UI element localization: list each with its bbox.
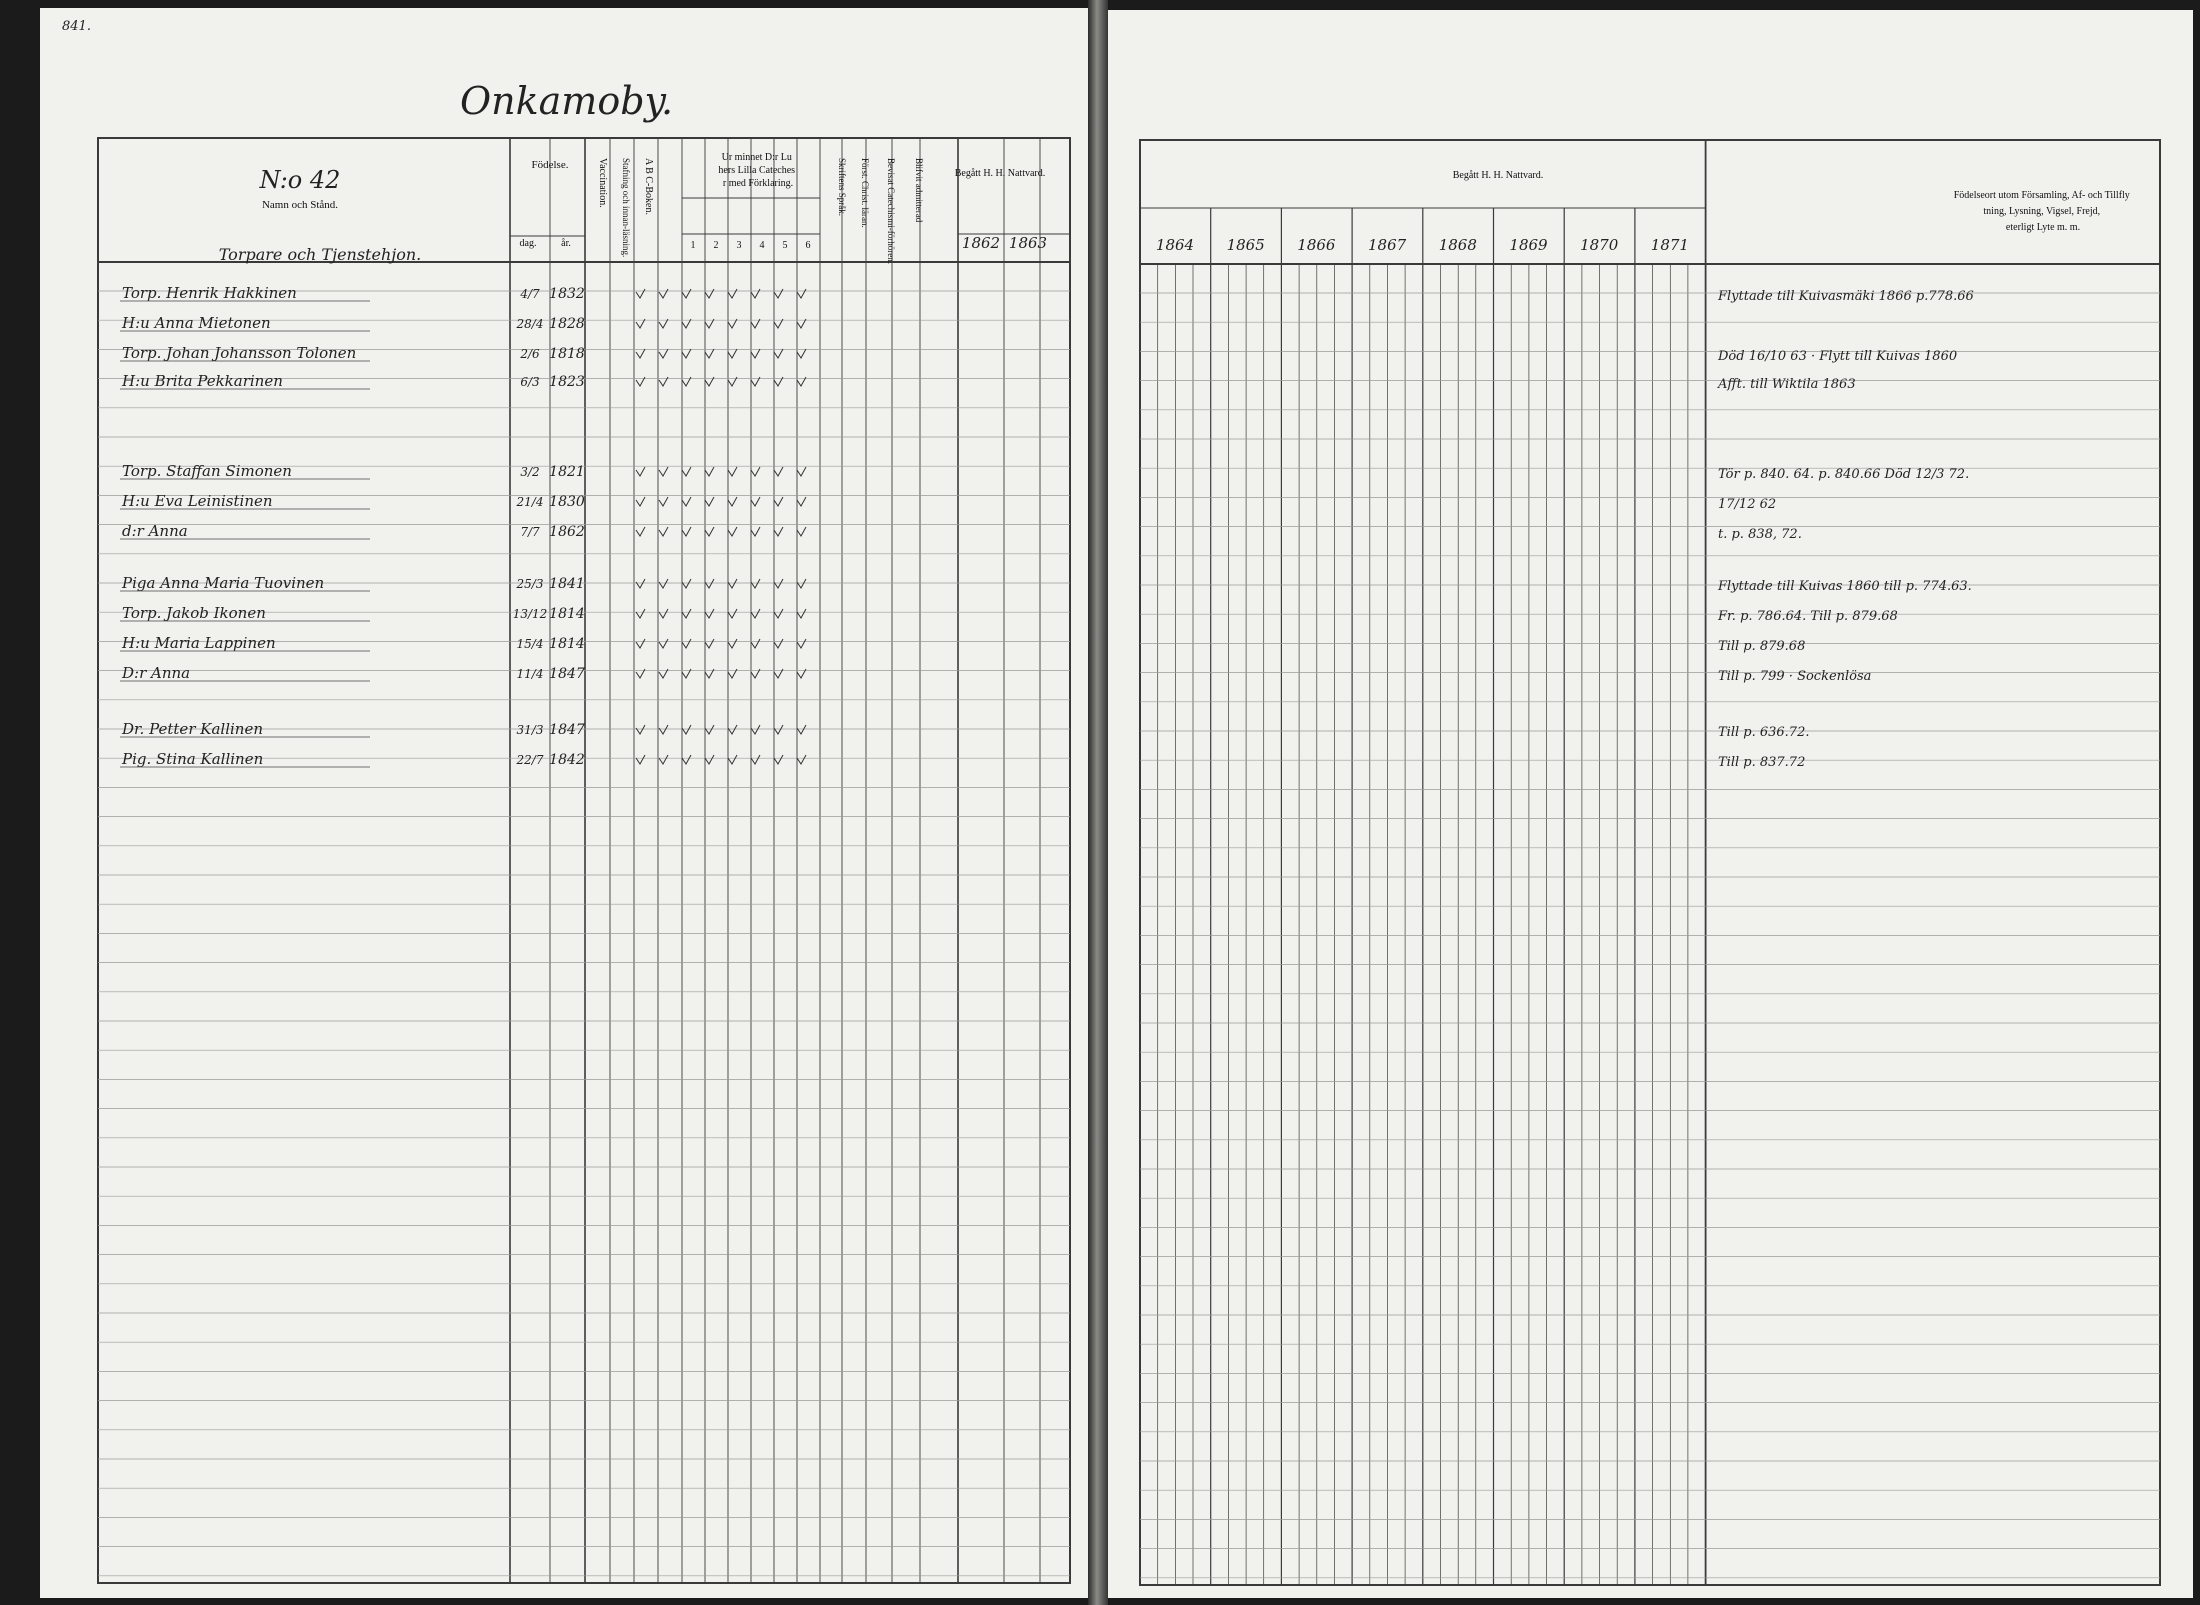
check-mark [682, 527, 691, 536]
remark-entry: Till p. 879.68 [1718, 639, 1806, 654]
check-mark [728, 579, 737, 588]
nattvard-year-right: 1864 [1155, 236, 1195, 254]
check-mark [659, 755, 668, 764]
check-mark [705, 755, 714, 764]
remark-entry: 17/12 62 [1718, 497, 1777, 512]
check-mark [797, 609, 806, 618]
check-mark [705, 497, 714, 506]
nattvard-year-right: 1869 [1509, 236, 1548, 254]
nattvard-year-right: 1865 [1226, 236, 1265, 254]
check-mark [728, 467, 737, 476]
check-mark [774, 349, 783, 358]
check-mark [797, 639, 806, 648]
member-name: H:u Eva Leinistinen [122, 492, 273, 510]
member-name: Piga Anna Maria Tuovinen [122, 574, 325, 592]
member-name: d:r Anna [122, 522, 188, 540]
catechism-col-number: 6 [805, 240, 811, 251]
nattvard-year-right: 1867 [1368, 236, 1407, 254]
check-mark [659, 289, 668, 298]
header-vaccination: Vaccination. [597, 158, 608, 208]
check-mark [659, 609, 668, 618]
birth-day: 6/3 [520, 375, 540, 389]
birth-year: 1823 [549, 374, 585, 390]
birth-day: 31/3 [516, 723, 544, 737]
check-mark [636, 289, 645, 298]
birth-year: 1814 [549, 606, 585, 622]
nattvard-year-right: 1871 [1650, 236, 1689, 254]
check-mark [636, 609, 645, 618]
member-name: Torp. Jakob Ikonen [122, 604, 266, 622]
birth-day: 4/7 [520, 287, 540, 301]
nattvard-year-left: 1862 [961, 234, 1001, 252]
check-mark [659, 639, 668, 648]
check-mark [705, 639, 714, 648]
check-mark [728, 527, 737, 536]
remark-entry: Flyttade till Kuivas 1860 till p. 774.63. [1718, 579, 1972, 594]
check-mark [728, 289, 737, 298]
birth-day: 15/4 [516, 637, 544, 651]
book-gutter [1088, 0, 1108, 1605]
check-mark [774, 289, 783, 298]
household-number: N:o 42 [259, 166, 341, 194]
member-name: H:u Anna Mietonen [122, 314, 271, 332]
check-mark [705, 725, 714, 734]
check-mark [751, 467, 760, 476]
check-mark [751, 349, 760, 358]
birth-day: 3/2 [520, 465, 540, 479]
check-mark [774, 579, 783, 588]
check-mark [797, 579, 806, 588]
birth-year: 1821 [549, 464, 585, 480]
remark-entry: Till p. 837.72 [1718, 755, 1806, 770]
header-day: dag. [519, 238, 537, 249]
check-mark [797, 467, 806, 476]
remark-entry: Till p. 799 · Sockenlösa [1718, 669, 1872, 684]
page-number: 841. [62, 19, 91, 34]
check-mark [728, 497, 737, 506]
check-mark [797, 725, 806, 734]
check-mark [774, 639, 783, 648]
check-mark [659, 349, 668, 358]
check-mark [751, 527, 760, 536]
birth-year: 1842 [549, 752, 585, 768]
check-mark [682, 725, 691, 734]
check-mark [751, 497, 760, 506]
nattvard-year-right: 1866 [1297, 236, 1336, 254]
check-mark [682, 349, 691, 358]
header-remarks: Födelseort utom Församling, Af- och Tillfly tning, Lysning, Vigsel, Frejd, eterligt Lyte m. m. [1953, 190, 2130, 233]
birth-year: 1828 [549, 316, 585, 332]
remark-entry: Fr. p. 786.64. Till p. 879.68 [1718, 609, 1898, 624]
birth-year: 1830 [549, 494, 585, 510]
birth-year: 1847 [549, 722, 585, 738]
birth-day: 25/3 [516, 577, 544, 591]
check-mark [659, 467, 668, 476]
check-mark [659, 497, 668, 506]
check-mark [682, 467, 691, 476]
header-forst-christ: Först. Christ. läran. [860, 158, 870, 228]
birth-year: 1818 [549, 346, 585, 362]
check-mark [751, 725, 760, 734]
check-mark [797, 497, 806, 506]
birth-day: 11/4 [516, 667, 544, 681]
header-blifvit: Blifvit admitterad [914, 158, 924, 223]
check-mark [728, 725, 737, 734]
check-mark [682, 755, 691, 764]
check-mark [636, 467, 645, 476]
check-mark [797, 349, 806, 358]
check-mark [682, 579, 691, 588]
birth-day: 13/12 [512, 607, 548, 621]
birth-day: 7/7 [520, 525, 540, 539]
member-name: Pig. Stina Kallinen [122, 750, 264, 768]
check-mark [797, 755, 806, 764]
check-mark [636, 527, 645, 536]
check-mark [705, 609, 714, 618]
check-mark [774, 527, 783, 536]
birth-year: 1832 [549, 286, 585, 302]
right-register-grid [1108, 10, 2193, 1598]
check-mark [751, 639, 760, 648]
check-mark [636, 579, 645, 588]
check-mark [659, 579, 668, 588]
check-mark [682, 289, 691, 298]
birth-year: 1814 [549, 636, 585, 652]
member-name: Torp. Johan Johansson Tolonen [122, 344, 357, 362]
check-mark [774, 497, 783, 506]
check-mark [774, 609, 783, 618]
left-register-grid [40, 8, 1088, 1598]
check-mark [751, 755, 760, 764]
catechism-col-number: 5 [782, 240, 788, 251]
member-name: Torp. Staffan Simonen [122, 462, 292, 480]
household-type: Torpare och Tjenstehjon. [218, 245, 422, 264]
birth-year: 1841 [549, 576, 585, 592]
birth-day: 21/4 [516, 495, 544, 509]
member-name: D:r Anna [122, 664, 191, 682]
header-begatt-right: Begått H. H. Nattvard. [1452, 170, 1544, 181]
header-birth: Födelse. [531, 159, 569, 171]
nattvard-year-right: 1870 [1580, 236, 1619, 254]
nattvard-year-right: 1868 [1438, 236, 1477, 254]
check-mark [751, 609, 760, 618]
catechism-col-number: 2 [713, 240, 719, 251]
check-mark [659, 725, 668, 734]
remark-entry: Afft. till Wiktila 1863 [1718, 377, 1856, 392]
check-mark [636, 497, 645, 506]
header-stafning: Stafning och innan-läsning. [621, 158, 631, 258]
remark-entry: t. p. 838, 72. [1718, 527, 1802, 542]
check-mark [728, 349, 737, 358]
check-mark [705, 527, 714, 536]
birth-day: 22/7 [516, 753, 544, 767]
check-mark [797, 289, 806, 298]
check-mark [636, 725, 645, 734]
right-page [1108, 10, 2193, 1598]
check-mark [636, 639, 645, 648]
member-name: Torp. Henrik Hakkinen [122, 284, 297, 302]
member-name: Dr. Petter Kallinen [122, 720, 263, 738]
check-mark [705, 349, 714, 358]
birth-year: 1847 [549, 666, 585, 682]
catechism-col-number: 1 [690, 240, 696, 251]
remark-entry: Död 16/10 63 · Flytt till Kuivas 1860 [1718, 349, 1958, 364]
check-mark [682, 639, 691, 648]
header-year: år. [561, 238, 571, 249]
check-mark [774, 755, 783, 764]
check-mark [636, 349, 645, 358]
header-name: Namn och Stånd. [261, 199, 339, 211]
remark-entry: Flyttade till Kuivasmäki 1866 p.778.66 [1718, 289, 1974, 304]
check-mark [659, 527, 668, 536]
birth-day: 28/4 [516, 317, 544, 331]
check-mark [682, 497, 691, 506]
check-mark [682, 609, 691, 618]
header-skriftens: Skriftens Språk. [837, 158, 847, 216]
birth-day: 2/6 [520, 347, 540, 361]
check-mark [751, 579, 760, 588]
header-catechism: Ur minnet D:r Lu hers Lilla Cateches r med Förklaring. [718, 152, 796, 189]
village-title: Onkamoby. [460, 79, 674, 123]
check-mark [728, 609, 737, 618]
member-name: H:u Maria Lappinen [122, 634, 276, 652]
remark-entry: Till p. 636.72. [1718, 725, 1810, 740]
remark-entry: Tör p. 840. 64. p. 840.66 Död 12/3 72. [1718, 467, 1970, 482]
check-mark [728, 639, 737, 648]
check-mark [728, 755, 737, 764]
check-mark [774, 467, 783, 476]
right-table-border [1140, 140, 2160, 1585]
check-mark [774, 725, 783, 734]
catechism-col-number: 4 [759, 240, 765, 251]
check-mark [705, 579, 714, 588]
member-name: H:u Brita Pekkarinen [122, 372, 283, 390]
header-bevisat: Bevisat Catechismi-förhören. [886, 158, 896, 264]
left-page [40, 8, 1088, 1598]
header-begatt-left: Begått H. H. Nattvard. [954, 168, 1046, 179]
check-mark [705, 289, 714, 298]
header-abc: A B C-Boken. [643, 158, 654, 215]
catechism-col-number: 3 [736, 240, 742, 251]
check-mark [751, 289, 760, 298]
check-mark [705, 467, 714, 476]
nattvard-year-left: 1863 [1008, 234, 1048, 252]
check-mark [636, 755, 645, 764]
birth-year: 1862 [549, 524, 585, 540]
check-mark [797, 527, 806, 536]
